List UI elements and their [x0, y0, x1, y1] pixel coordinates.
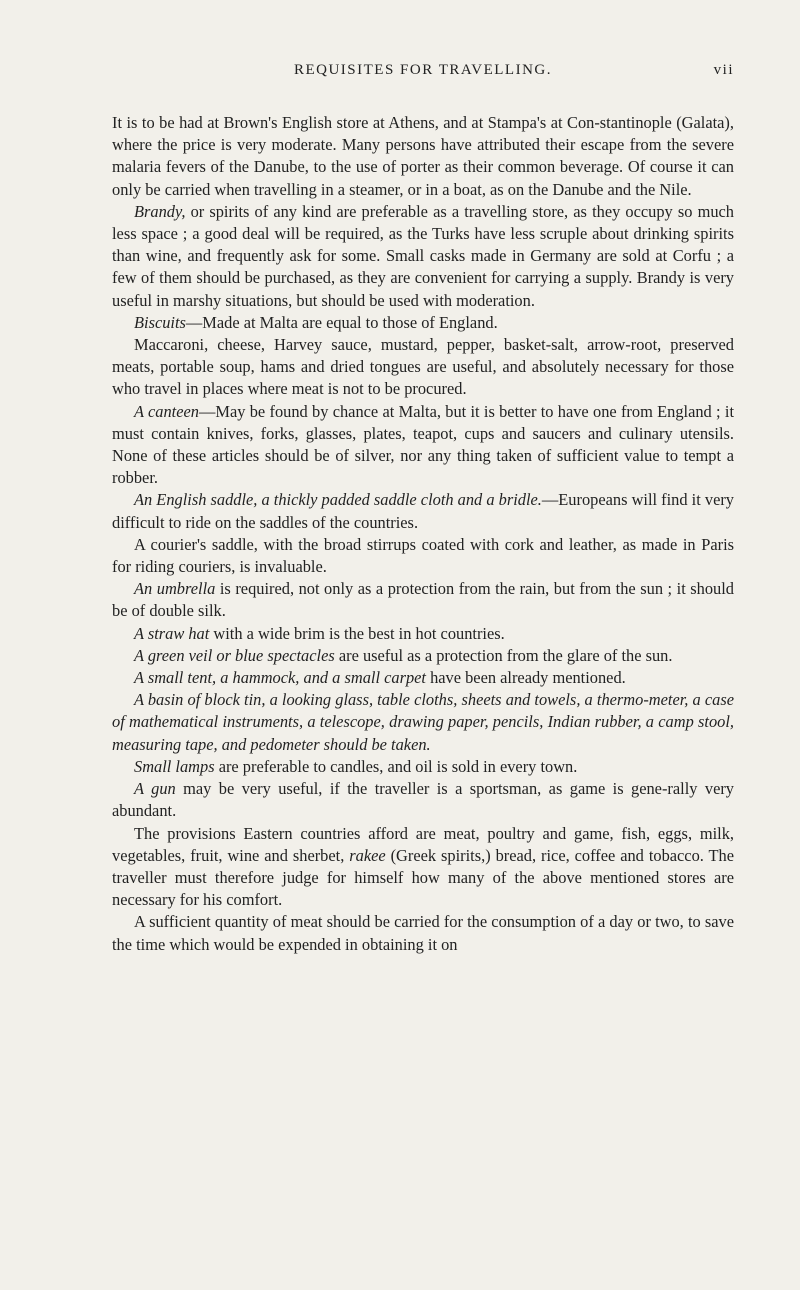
text-run: A sufficient quantity of meat should be carried for the consumption of a day or two, to save the time which would be expended in obtaining it on: [112, 912, 734, 954]
text-run: It is to be had at Brown's English store at Athens, and at Stampa's at Con-stantinople (Galata), where the price is very moderate. Many persons have attributed their escape from the severe malaria fevers of the Danube, to the use of porter as their common beverage. Of course it can only be carried when travelling in a steamer, or in a boat, as on the Danube and the Nile.: [112, 113, 734, 199]
italic-text: A basin of block tin, a looking glass, table cloths, sheets and towels, a thermo-meter, a case of mathematical instruments, a telescope, drawing paper, pencils, Indian rubber, a camp stool, measuring tape, and pedometer should be taken.: [112, 690, 734, 754]
text-run: —Europeans will find it very difficult to ride on the saddles of the countries.: [112, 490, 735, 532]
italic-text: Small lamps: [134, 756, 215, 776]
paragraph: [112, 823, 734, 912]
paragraph: [112, 578, 734, 622]
paragraph: [112, 689, 734, 756]
text-run: —Made at Malta are equal to those of England.: [185, 312, 498, 332]
paragraph: [112, 911, 734, 955]
italic-text: A green veil or blue spectacles: [134, 645, 335, 665]
paragraph: [112, 778, 734, 822]
paragraph: [112, 623, 734, 645]
body-text: [112, 112, 734, 956]
running-head: [112, 62, 734, 88]
paragraph: [112, 645, 734, 667]
paragraph: [112, 401, 734, 490]
italic-text: An umbrella: [134, 579, 216, 599]
paragraph: [112, 201, 734, 312]
italic-text: A small tent, a hammock, and a small carpet: [134, 668, 426, 688]
italic-text: A gun: [134, 779, 176, 799]
text-run: are useful as a protection from the glare of the sun.: [334, 645, 673, 665]
text-run: is required, not only as a protection from the rain, but from the sun ; it should be of double silk.: [112, 579, 734, 621]
italic-text: A canteen: [134, 401, 199, 421]
paragraph: [112, 534, 734, 578]
running-title: REQUISITES FOR TRAVELLING.: [293, 62, 553, 78]
paragraph: [112, 756, 734, 778]
text-run: Maccaroni, cheese, Harvey sauce, mustard, pepper, basket-salt, arrow-root, preserved meats, portable soup, hams and dried tongues are useful, and absolutely necessary for those who travel in places where meat is not to be procured.: [112, 335, 734, 399]
text-run: are preferable to candles, and oil is sold in every town.: [214, 756, 578, 776]
text-run: A courier's saddle, with the broad stirrups coated with cork and leather, as made in Paris for riding couriers, is invaluable.: [112, 534, 734, 577]
paragraph: [112, 334, 734, 401]
text-run: or spirits of any kind are preferable as a travelling store, as they occupy so much less space ; a good deal will be required, as the Turks have less scruple about drinking spirits than wine, and frequently ask for some. Small casks made in Germany are sold at Corfu ; a few of them should be purchased, as they are convenient for carrying a supply. Brandy is very useful in marshy situations, but should be used with moderation.: [112, 201, 734, 310]
italic-text: An English saddle, a thickly padded saddle cloth and a bridle.: [134, 490, 542, 510]
text-run: The provisions Eastern countries afford are meat, poultry and game, fish, eggs, milk, vegetables, fruit, wine and sherbet,: [112, 823, 734, 865]
text-run: have been already mentioned.: [425, 668, 626, 688]
italic-text: Brandy,: [134, 201, 186, 221]
paragraph: [112, 312, 734, 334]
italic-text: rakee: [349, 845, 386, 865]
text-run: with a wide brim is the best in hot countries.: [209, 623, 505, 643]
text-run: —May be found by chance at Malta, but it is better to have one from England ; it must contain knives, forks, glasses, plates, teapot, cups and saucers and culinary utensils. None of these articles should be of silver, nor any thing taken of sufficient value to tempt a robber.: [112, 401, 735, 488]
paragraph: [112, 112, 734, 201]
text-run: may be very useful, if the traveller is a sportsman, as game is gene-rally very abundant.: [112, 779, 735, 821]
paragraph: [112, 667, 734, 689]
italic-text: A straw hat: [134, 623, 210, 643]
page-number: vii: [713, 62, 734, 78]
paragraph: [112, 489, 734, 533]
italic-text: Biscuits: [134, 312, 186, 332]
text-run: (Greek spirits,) bread, rice, coffee and tobacco. The traveller must therefore judge for himself how many of the above mentioned stores are necessary for his comfort.: [112, 845, 735, 910]
